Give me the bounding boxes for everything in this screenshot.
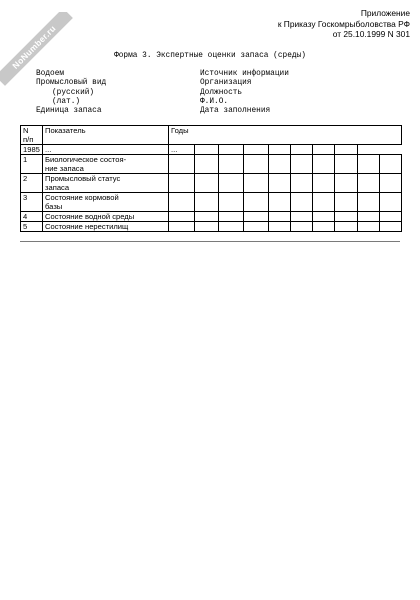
year-cell: 1985 [21,145,43,155]
table-cell [313,222,335,232]
table-cell [195,193,219,212]
row-indicator: Состояние кормовой базы [43,193,169,212]
table-cell [269,155,291,174]
table-cell [335,174,358,193]
year-cell [291,145,313,155]
form-title: Форма 3. Экспертные оценки запаса (среды) [114,52,306,60]
table-header-row [21,126,402,145]
assessment-table [20,125,402,232]
table-cell [244,193,269,212]
table-cell [195,222,219,232]
row-indicator: Промысловый статус запаса [43,174,169,193]
table-cell [195,174,219,193]
table-cell [358,193,380,212]
table-row [21,155,402,174]
table-cell [291,174,313,193]
table-cell [358,174,380,193]
table-row [21,174,402,193]
table-cell [219,222,244,232]
table-cell [313,174,335,193]
table-cell [219,174,244,193]
table-cell [358,212,380,222]
year-cell [313,145,335,155]
table-cell [269,222,291,232]
row-number: 2 [21,174,43,193]
table-cell [169,155,195,174]
year-cell [244,145,269,155]
table-cell [291,222,313,232]
table-cell [291,155,313,174]
appendix-line-3: от 25.10.1999 N 301 [332,29,410,39]
table-cell [313,155,335,174]
table-cell [380,212,402,222]
table-cell [380,155,402,174]
year-cell [335,145,358,155]
table-cell [358,155,380,174]
table-row [21,193,402,212]
header-num-cell: N п/п [21,126,43,145]
table-cell [358,222,380,232]
field-organization: Организация [200,79,252,88]
table-cell [195,155,219,174]
appendix-line-1: Приложение [360,8,410,18]
divider-line [20,241,400,242]
table-cell [219,155,244,174]
table-cell [244,174,269,193]
table-cell [335,212,358,222]
table-cell [244,212,269,222]
table-body [21,155,402,232]
right-field-labels [200,70,289,116]
appendix-header [278,8,410,40]
row-indicator: Биологическое состоя- ние запаса [43,155,169,174]
table-cell [269,212,291,222]
table-cell [313,212,335,222]
table-cell [195,212,219,222]
field-full-name: Ф.И.О. [200,97,229,106]
field-position: Должность [200,88,243,97]
table-cell [219,193,244,212]
row-number: 4 [21,212,43,222]
table-cell [380,174,402,193]
header-indicator-cell: Показатель [43,126,169,145]
field-stock-unit: Единица запаса [36,107,102,116]
watermark-text: NoNumber.ru [0,12,73,86]
year-cell [219,145,244,155]
table-cell [169,212,195,222]
row-number: 3 [21,193,43,212]
row-number: 1 [21,155,43,174]
table-cell [269,174,291,193]
year-cell [195,145,219,155]
row-indicator: Состояние водной среды [43,212,169,222]
table-cell [335,155,358,174]
field-species-latin: (лат.) [52,97,81,106]
left-field-labels [36,70,106,116]
table-cell [219,212,244,222]
table-cell [169,193,195,212]
field-info-source: Источник информации [200,70,289,78]
field-reservoir: Водоем [36,70,65,78]
year-cell [269,145,291,155]
table-row [21,212,402,222]
table-cell [335,193,358,212]
table-cell [269,193,291,212]
field-fill-date: Дата заполнения [200,107,271,116]
table-cell [244,222,269,232]
year-cell: ... [43,145,169,155]
field-species-russian: (русский) [52,88,95,97]
table-row [21,222,402,232]
table-cell [380,193,402,212]
year-cell: ... [169,145,195,155]
table-year-row [21,145,402,155]
table-cell [313,193,335,212]
field-species: Промысловый вид [36,79,107,88]
table-cell [169,174,195,193]
table-cell [335,222,358,232]
row-indicator: Состояние нерестилищ [43,222,169,232]
appendix-line-2: к Приказу Госкомрыболовства РФ [277,18,410,29]
table-cell [291,212,313,222]
table-cell [244,155,269,174]
table-cell [169,222,195,232]
row-number: 5 [21,222,43,232]
table-cell [291,193,313,212]
header-years-cell: Годы [169,126,402,145]
table-cell [380,222,402,232]
